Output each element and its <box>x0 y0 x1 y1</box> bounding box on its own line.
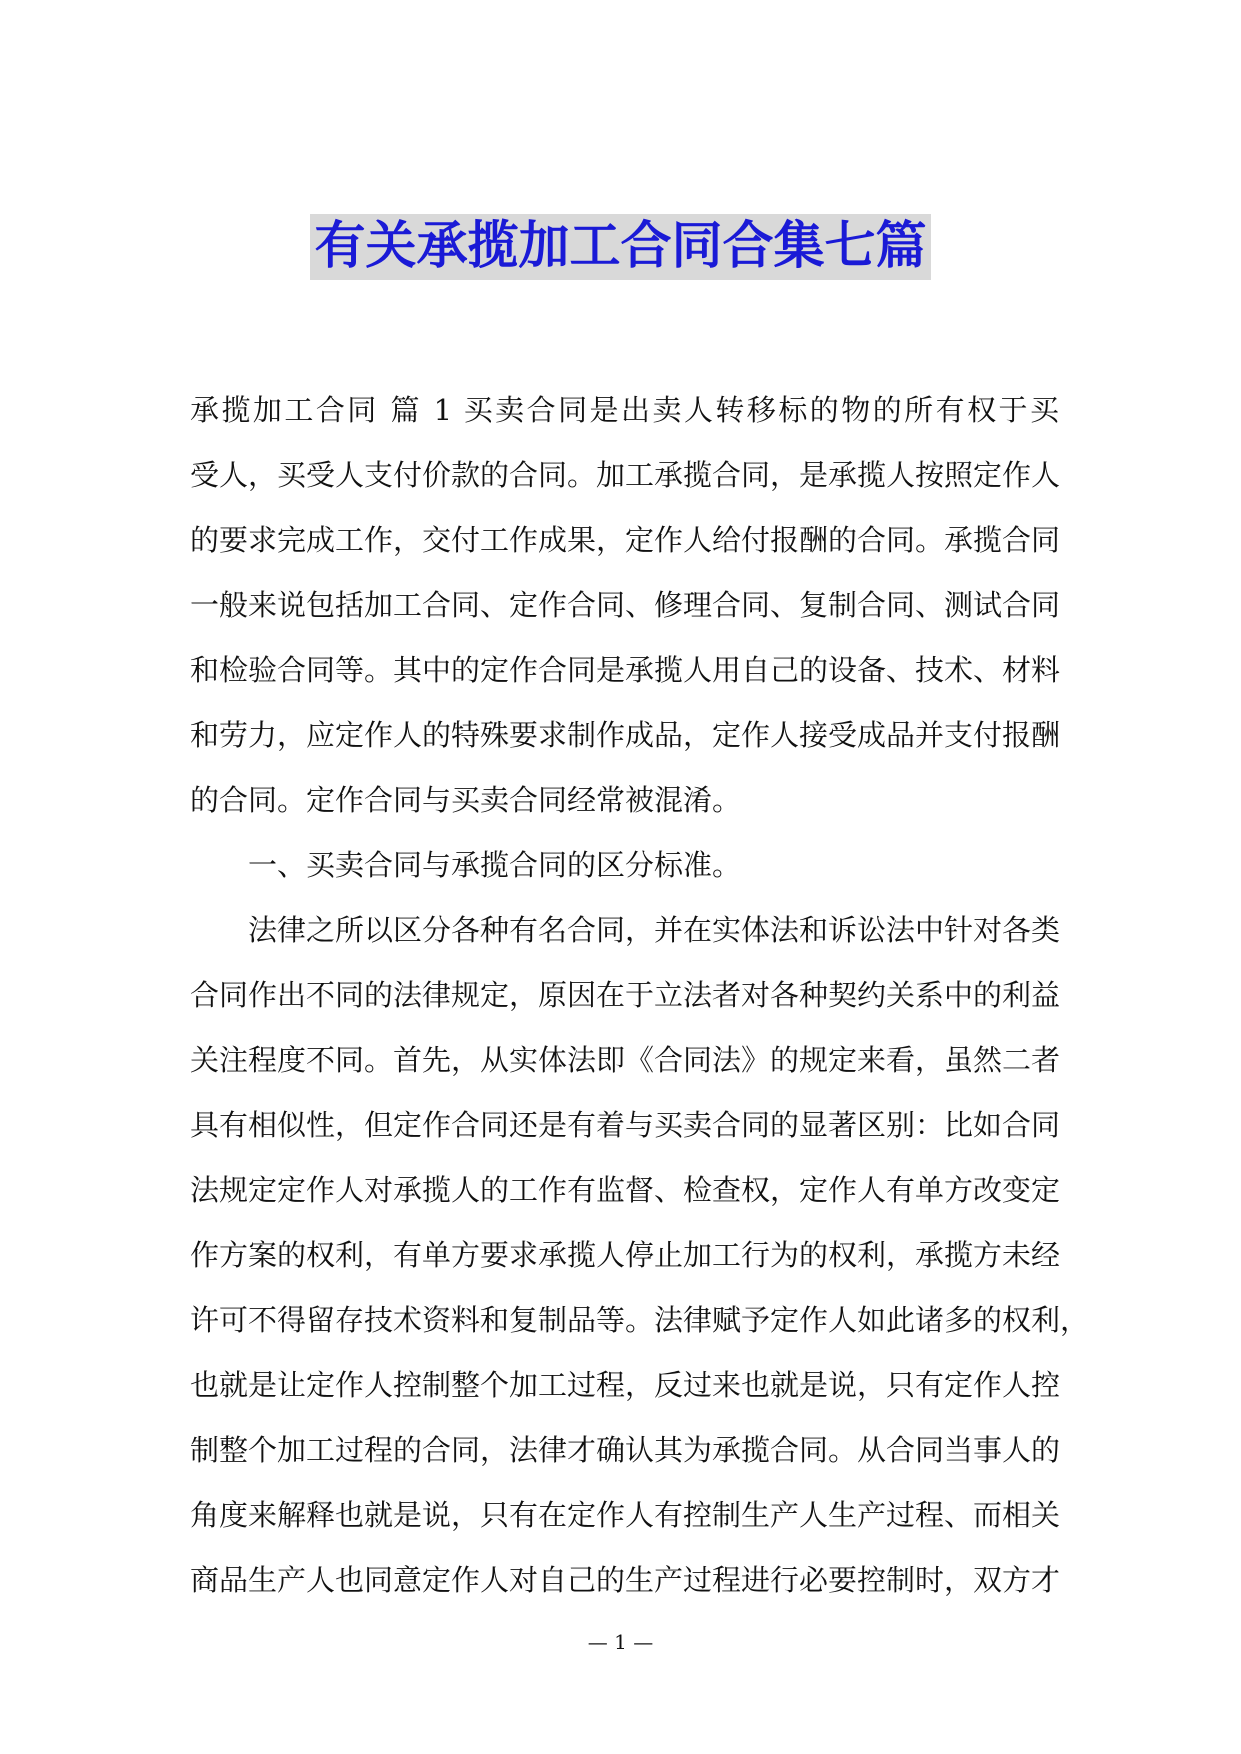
paragraph-3-line-10: 角度来解释也就是说，只有在定作人有控制生产人生产过程、而相关 <box>190 1498 1061 1532</box>
paragraph-1-line-4: 一般来说包括加工合同、定作合同、修理合同、复制合同、测试合同 <box>190 588 1061 622</box>
paragraph-3-line-1: 法律之所以区分各种有名合同，并在实体法和诉讼法中针对各类 <box>248 913 1061 947</box>
paragraph-3-line-2: 合同作出不同的法律规定，原因在于立法者对各种契约关系中的利益 <box>190 978 1061 1012</box>
paragraph-3-line-3: 关注程度不同。首先，从实体法即《合同法》的规定来看，虽然二者 <box>190 1043 1061 1077</box>
paragraph-1-line-6: 和劳力，应定作人的特殊要求制作成品，定作人接受成品并支付报酬 <box>190 718 1061 752</box>
paragraph-3-line-6: 作方案的权利，有单方要求承揽人停止加工行为的权利，承揽方未经 <box>190 1238 1061 1272</box>
paragraph-3-line-9: 制整个加工过程的合同，法律才确认其为承揽合同。从合同当事人的 <box>190 1433 1061 1467</box>
paragraph-3-line-8: 也就是让定作人控制整个加工过程，反过来也就是说，只有定作人控 <box>190 1368 1061 1402</box>
document-title: 有关承揽加工合同合集七篇 <box>310 214 930 280</box>
page-number: — 1 — <box>587 1630 654 1654</box>
paragraph-3-line-11: 商品生产人也同意定作人对自己的生产过程进行必要控制时，双方才 <box>190 1563 1061 1597</box>
paragraph-1-line-5: 和检验合同等。其中的定作合同是承揽人用自己的设备、技术、材料 <box>190 653 1061 687</box>
paragraph-3-line-5: 法规定定作人对承揽人的工作有监督、检查权，定作人有单方改变定 <box>190 1173 1061 1207</box>
paragraph-1-line-3: 的要求完成工作，交付工作成果，定作人给付报酬的合同。承揽合同 <box>190 523 1061 557</box>
section-heading-1: 一、买卖合同与承揽合同的区分标准。 <box>248 848 742 882</box>
title-container <box>0 214 1241 280</box>
document-body <box>190 378 1090 1613</box>
paragraph-1-line-1: 承揽加工合同 篇 1 买卖合同是出卖人转移标的物的所有权于买 <box>190 393 1059 427</box>
paragraph-3-line-4: 具有相似性，但定作合同还是有着与买卖合同的显著区别：比如合同 <box>190 1108 1061 1142</box>
paragraph-3-line-7: 许可不得留存技术资料和复制品等。法律赋予定作人如此诸多的权利， <box>190 1303 1090 1337</box>
paragraph-1-line-7: 的合同。定作合同与买卖合同经常被混淆。 <box>190 783 742 817</box>
paragraph-1-line-2: 受人，买受人支付价款的合同。加工承揽合同，是承揽人按照定作人 <box>190 458 1061 492</box>
